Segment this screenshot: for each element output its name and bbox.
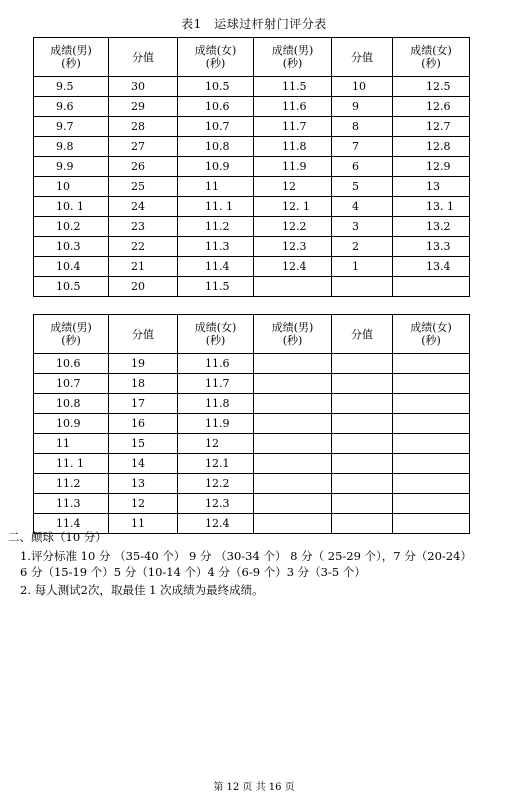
table-cell [254, 514, 332, 534]
table-header-row [34, 38, 470, 77]
table-cell: 10.9 [34, 414, 109, 434]
column-header [34, 38, 109, 77]
table-cell [254, 494, 332, 514]
table-cell: 10.2 [34, 217, 109, 237]
table-cell: 10.8 [178, 137, 254, 157]
table-cell: 10.7 [34, 374, 109, 394]
page-number: 第 12 页 共 16 页 [213, 782, 295, 793]
table-cell [332, 474, 393, 494]
table-cell [332, 374, 393, 394]
column-header [178, 315, 254, 354]
table-cell: 12.3 [254, 237, 332, 257]
table-cell [393, 494, 470, 514]
table-cell: 11.7 [178, 374, 254, 394]
table-cell: 30 [109, 77, 178, 97]
table-cell: 11.5 [178, 277, 254, 297]
column-header-label: 成绩(男) [271, 321, 314, 334]
table-row [34, 197, 470, 217]
column-header [109, 38, 178, 77]
table-cell: 11.9 [254, 157, 332, 177]
table-cell [332, 354, 393, 374]
table-cell: 16 [109, 414, 178, 434]
table-cell: 10.6 [34, 354, 109, 374]
table-row [34, 474, 470, 494]
table-cell: 12.7 [393, 117, 470, 137]
table-cell: 11.2 [34, 474, 109, 494]
table-cell: 12 [109, 494, 178, 514]
table-cell [332, 414, 393, 434]
table-cell: 11 [34, 434, 109, 454]
table-cell: 13.3 [393, 237, 470, 257]
table-cell: 12.1 [178, 454, 254, 474]
table-cell: 7 [332, 137, 393, 157]
table-row [34, 177, 470, 197]
table-cell: 12 [254, 177, 332, 197]
table-cell: 10.7 [178, 117, 254, 137]
table-cell: 9.7 [34, 117, 109, 137]
column-header [254, 38, 332, 77]
table-cell [393, 374, 470, 394]
column-header-label: 成绩(女) [410, 44, 452, 57]
table-cell: 13.4 [393, 257, 470, 277]
table-cell: 6 [332, 157, 393, 177]
table-cell: 11.3 [178, 237, 254, 257]
table-cell: 12.6 [393, 97, 470, 117]
table-cell: 12.3 [178, 494, 254, 514]
table-cell: 21 [109, 257, 178, 277]
table-row [34, 374, 470, 394]
table-cell: 11.3 [34, 494, 109, 514]
table-row [34, 237, 470, 257]
table-cell: 11.4 [34, 514, 109, 534]
table-cell: 11 [109, 514, 178, 534]
table-cell: 10.4 [34, 257, 109, 277]
table-cell: 11. 1 [34, 454, 109, 474]
table-cell [254, 394, 332, 414]
column-header-label: 成绩(男) [50, 321, 92, 334]
column-header-unit: (秒) [421, 57, 441, 70]
table-cell: 10 [34, 177, 109, 197]
table-cell: 28 [109, 117, 178, 137]
table-cell [254, 374, 332, 394]
table-cell [254, 454, 332, 474]
column-header [254, 315, 332, 354]
table-cell: 29 [109, 97, 178, 117]
table-cell: 12.4 [254, 257, 332, 277]
table-cell: 11.8 [254, 137, 332, 157]
column-header-unit: (秒) [282, 334, 303, 347]
table-cell: 9.5 [34, 77, 109, 97]
table-cell: 5 [332, 177, 393, 197]
column-header-unit: (秒) [421, 334, 441, 347]
score-table-2 [33, 314, 470, 534]
table-cell: 1 [332, 257, 393, 277]
table-cell [254, 277, 332, 297]
column-header [393, 38, 470, 77]
table-cell [393, 394, 470, 414]
table-row [34, 117, 470, 137]
column-header-label: 分值 [351, 50, 373, 64]
table-cell [254, 354, 332, 374]
table-cell [254, 414, 332, 434]
column-header-unit: (秒) [205, 57, 226, 70]
scoring-standard-line-1: 1.评分标准 10 分 （35-40 个） 9 分 （30-34 个） 8 分（ 25-29 个），7 分（20-24） [20, 549, 472, 563]
table-cell [332, 434, 393, 454]
table-cell: 10.9 [178, 157, 254, 177]
table-header-row [34, 315, 470, 354]
table-cell [393, 277, 470, 297]
table-cell: 11.8 [178, 394, 254, 414]
table-row [34, 394, 470, 414]
table-cell: 11.6 [178, 354, 254, 374]
test-rule-line: 2. 每人测试2次，取最佳 1 次成绩为最终成绩。 [20, 583, 264, 597]
column-header-label: 成绩(女) [410, 321, 452, 334]
column-header [332, 38, 393, 77]
table-row [34, 277, 470, 297]
table-title: 表1 运球过杆射门评分表 [181, 17, 327, 31]
table-row [34, 217, 470, 237]
column-header [109, 315, 178, 354]
table-cell: 10.5 [178, 77, 254, 97]
column-header-label: 成绩(男) [50, 44, 92, 57]
column-header-label: 成绩(女) [194, 44, 237, 57]
table-cell: 11.6 [254, 97, 332, 117]
table-cell: 11.2 [178, 217, 254, 237]
column-header-label: 分值 [132, 327, 154, 341]
column-header-label: 分值 [351, 327, 373, 341]
table-cell: 11 [178, 177, 254, 197]
table-cell [393, 474, 470, 494]
table-cell [332, 494, 393, 514]
table-cell: 17 [109, 394, 178, 414]
table-cell: 10.8 [34, 394, 109, 414]
table-cell: 25 [109, 177, 178, 197]
table-row [34, 97, 470, 117]
table-cell: 11.7 [254, 117, 332, 137]
table-cell [332, 277, 393, 297]
table-cell: 13. 1 [393, 197, 470, 217]
column-header-unit: (秒) [61, 334, 81, 347]
table-cell: 13 [109, 474, 178, 494]
table-row [34, 454, 470, 474]
table-cell: 11.5 [254, 77, 332, 97]
table-cell: 11.4 [178, 257, 254, 277]
table-cell [393, 354, 470, 374]
column-header-label: 成绩(男) [271, 44, 314, 57]
column-header [178, 38, 254, 77]
table-row [34, 137, 470, 157]
table-cell [393, 434, 470, 454]
table-cell: 12 [178, 434, 254, 454]
table-cell: 3 [332, 217, 393, 237]
table-cell: 13 [393, 177, 470, 197]
table-cell [332, 454, 393, 474]
column-header [332, 315, 393, 354]
table-cell: 24 [109, 197, 178, 217]
table-cell [393, 414, 470, 434]
table-cell: 12.8 [393, 137, 470, 157]
column-header-label: 成绩(女) [194, 321, 237, 334]
table-cell: 10.6 [178, 97, 254, 117]
table-cell: 9 [332, 97, 393, 117]
table-cell: 13.2 [393, 217, 470, 237]
table-cell: 10.3 [34, 237, 109, 257]
table-row [34, 434, 470, 454]
table-cell: 10 [332, 77, 393, 97]
table-cell: 20 [109, 277, 178, 297]
table-cell: 8 [332, 117, 393, 137]
table-cell: 23 [109, 217, 178, 237]
table-cell: 18 [109, 374, 178, 394]
section-heading: 二、颠球（10 分） [8, 530, 107, 544]
table-cell: 26 [109, 157, 178, 177]
table-cell: 9.6 [34, 97, 109, 117]
table-cell: 9.8 [34, 137, 109, 157]
column-header-label: 分值 [132, 50, 154, 64]
table-cell: 12.2 [254, 217, 332, 237]
table-cell: 9.9 [34, 157, 109, 177]
table-cell: 19 [109, 354, 178, 374]
table-cell: 2 [332, 237, 393, 257]
table-cell: 4 [332, 197, 393, 217]
table-cell: 27 [109, 137, 178, 157]
table-cell [332, 514, 393, 534]
table-cell: 12.4 [178, 514, 254, 534]
table-cell: 15 [109, 434, 178, 454]
column-header-unit: (秒) [205, 334, 226, 347]
table-cell: 11. 1 [178, 197, 254, 217]
table-row [34, 414, 470, 434]
table-cell: 11.9 [178, 414, 254, 434]
table-cell [254, 434, 332, 454]
table-cell [254, 474, 332, 494]
table-cell: 10.5 [34, 277, 109, 297]
column-header [34, 315, 109, 354]
column-header-unit: (秒) [61, 57, 81, 70]
table-row [34, 157, 470, 177]
scoring-standard-line-2: 6 分（15-19 个）5 分（10-14 个）4 分（6-9 个）3 分（3-5 个） [20, 565, 366, 579]
table-cell: 12. 1 [254, 197, 332, 217]
score-table-1 [33, 37, 470, 297]
column-header-unit: (秒) [282, 57, 303, 70]
table-cell: 10. 1 [34, 197, 109, 217]
table-row [34, 354, 470, 374]
table-cell: 12.5 [393, 77, 470, 97]
table-row [34, 494, 470, 514]
table-cell: 12.9 [393, 157, 470, 177]
table-row [34, 77, 470, 97]
table-cell: 22 [109, 237, 178, 257]
table-row [34, 257, 470, 277]
column-header [393, 315, 470, 354]
table-cell: 14 [109, 454, 178, 474]
table-cell [332, 394, 393, 414]
table-cell [393, 514, 470, 534]
table-cell: 12.2 [178, 474, 254, 494]
table-cell [393, 454, 470, 474]
